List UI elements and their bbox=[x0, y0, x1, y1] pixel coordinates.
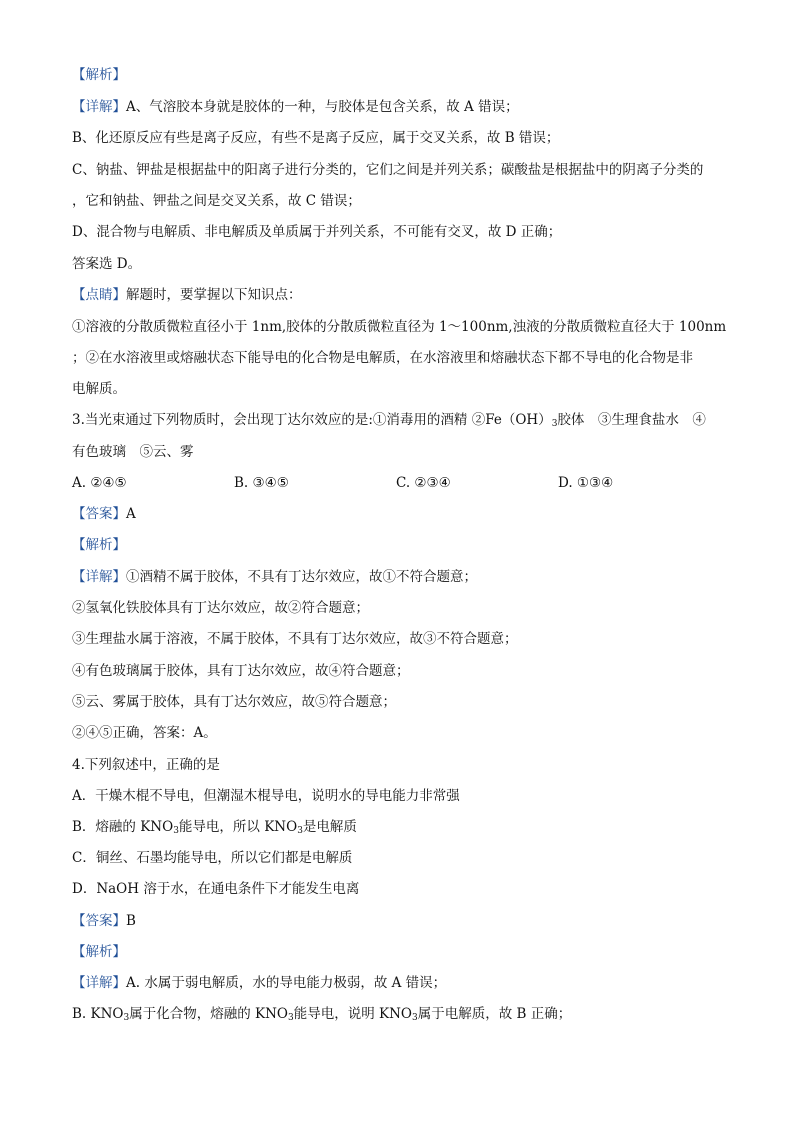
q3-option-b: B. ③④⑤ bbox=[234, 475, 289, 491]
q3-option-c: C. ②③④ bbox=[396, 475, 451, 491]
q3-line-6: ②④⑤正确，答案：A。 bbox=[72, 725, 217, 741]
q4-option-b-part-3: 是电解质 bbox=[302, 819, 357, 835]
q2-answer-line: 答案选 D。 bbox=[72, 256, 142, 272]
q3-detail-line bbox=[72, 567, 477, 587]
q4-b-line bbox=[72, 1004, 571, 1024]
detail-tag: 【详解】 bbox=[72, 975, 126, 991]
q2-c-line-1: C、钠盐、钾盐是根据盐中的阳离子进行分类的，它们之间是并列关系；碳酸盐是根据盐中的阴离子分类的 bbox=[72, 162, 704, 178]
q4-detail-line bbox=[72, 973, 446, 993]
q4-analysis-heading bbox=[72, 942, 126, 962]
q4-answer-value: B bbox=[126, 913, 136, 929]
q3-stem-b: 胶体 ③生理食盐水 ④ bbox=[557, 412, 706, 428]
tip-tag: 【点睛】 bbox=[72, 287, 126, 303]
q2-b-line: B、化还原反应有些是离子反应，有些不是离子反应，属于交叉关系，故 B 错误； bbox=[72, 130, 560, 146]
subscript: 3 bbox=[411, 1013, 418, 1023]
q2-tip-line-1: ①溶液的分散质微粒直径小于 1nm,胶体的分散质微粒直径为 1～100nm,浊液的分散质微粒直径大于 100nm bbox=[72, 319, 727, 335]
q4-b-part-1: B. KNO bbox=[72, 1006, 124, 1022]
analysis-tag: 【解析】 bbox=[72, 944, 126, 960]
q3-option-d: D. ①③④ bbox=[558, 475, 614, 491]
q3-answer-value: A bbox=[126, 506, 136, 522]
q2-tip-line-2: ；②在水溶液里或熔融状态下能导电的化合物是电解质，在水溶液里和熔融状态下都不导电的化合物是非 bbox=[72, 350, 693, 366]
q2-detail-line bbox=[72, 97, 519, 117]
q3-line-3: ③生理盐水属于溶液，不属于胶体，不具有丁达尔效应，故③不符合题意； bbox=[72, 631, 518, 647]
q3-analysis-heading bbox=[72, 535, 126, 555]
detail-tag: 【详解】 bbox=[72, 99, 126, 115]
q3-line-5: ⑤云、雾属于胶体，具有丁达尔效应，故⑤符合题意； bbox=[72, 694, 396, 710]
analysis-tag: 【解析】 bbox=[72, 537, 126, 553]
q3-answer-line bbox=[72, 504, 136, 524]
q2-tip-text: 解题时，要掌握以下知识点： bbox=[126, 287, 302, 303]
subscript: 3 bbox=[173, 826, 179, 836]
q3-line-2: ②氢氧化铁胶体具有丁达尔效应，故②符合题意； bbox=[72, 600, 369, 616]
q4-b-part-4: 属于电解质，故 B 正确； bbox=[417, 1006, 572, 1022]
q4-answer-line bbox=[72, 911, 136, 931]
q4-option-b-part-2: 能导电，所以 KNO bbox=[178, 819, 298, 835]
q3-stem-line-2: 有色玻璃 ⑤云、雾 bbox=[72, 444, 194, 460]
q4-detail-text: A. 水属于弱电解质，水的导电能力极弱，故 A 错误； bbox=[126, 975, 447, 991]
q2-tip-line bbox=[72, 285, 302, 305]
q3-detail-text: ①酒精不属于胶体，不具有丁达尔效应，故①不符合题意； bbox=[126, 569, 477, 585]
q2-d-line: D、混合物与电解质、非电解质及单质属于并列关系，不可能有交叉，故 D 正确； bbox=[72, 224, 562, 240]
q3-stem-subscript: 3 bbox=[551, 419, 558, 429]
q2-detail-text: A、气溶胶本身就是胶体的一种，与胶体是包含关系，故 A 错误； bbox=[126, 99, 519, 115]
q4-stem: 4.下列叙述中，正确的是 bbox=[72, 757, 220, 773]
q3-stem-a: 3.当光束通过下列物质时，会出现丁达尔效应的是:①消毒用的酒精 ②Fe（OH） bbox=[72, 412, 552, 428]
answer-tag: 【答案】 bbox=[72, 506, 126, 522]
q3-line-4: ④有色玻璃属于胶体，具有丁达尔效应，故④符合题意； bbox=[72, 663, 410, 679]
q4-option-d: D．NaOH 溶于水，在通电条件下才能发生电离 bbox=[72, 881, 360, 897]
q4-b-part-3: 能导电，说明 KNO bbox=[293, 1006, 412, 1022]
q4-option-a: A．干燥木棍不导电，但潮湿木棍导电，说明水的导电能力非常强 bbox=[72, 788, 460, 804]
q4-option-b bbox=[72, 817, 357, 837]
q2-tip-line-3: 电解质。 bbox=[72, 381, 126, 397]
q3-option-a: A. ②④⑤ bbox=[72, 475, 127, 491]
analysis-tag: 【解析】 bbox=[72, 67, 126, 83]
q2-c-line-2: ，它和钠盐、钾盐之间是交叉关系，故 C 错误； bbox=[72, 193, 361, 209]
detail-tag: 【详解】 bbox=[72, 569, 126, 585]
subscript: 3 bbox=[123, 1013, 130, 1023]
q4-option-b-part-1: B．熔融的 KNO bbox=[72, 819, 174, 835]
q4-b-part-2: 属于化合物，熔融的 KNO bbox=[129, 1006, 288, 1022]
q2-analysis-heading bbox=[72, 65, 126, 85]
subscript: 3 bbox=[287, 1013, 294, 1023]
q4-option-c: C．铜丝、石墨均能导电，所以它们都是电解质 bbox=[72, 850, 353, 866]
q3-stem-line-1 bbox=[72, 410, 706, 430]
answer-tag: 【答案】 bbox=[72, 913, 126, 929]
subscript: 3 bbox=[297, 826, 303, 836]
